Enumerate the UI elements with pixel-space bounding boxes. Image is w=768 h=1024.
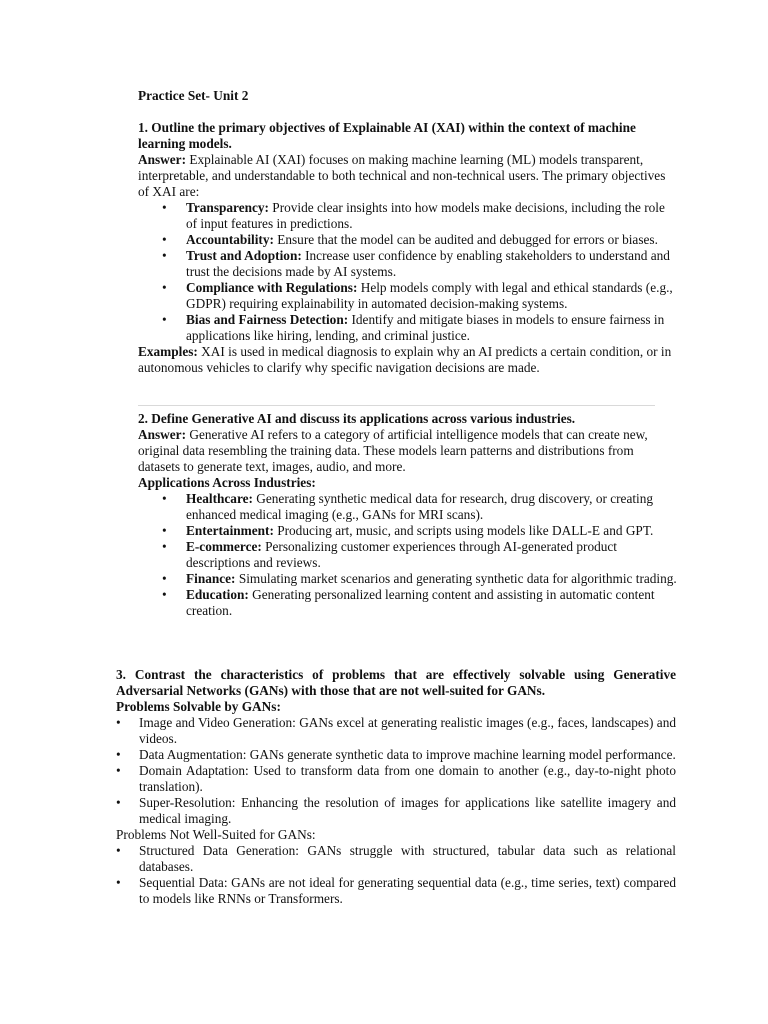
list-item-text: Help models comply with legal and ethical standards (e.g., GDPR) requiring explainability in automated decision-making systems. xyxy=(186,280,673,311)
question-3-section xyxy=(116,667,676,907)
bullet-icon: • xyxy=(162,587,167,602)
list-item-text: Sequential Data: GANs are not ideal for generating sequential data (e.g., time series, text) compared to models like RNNs or Transformers. xyxy=(139,875,676,906)
list-item-text: Structured Data Generation: GANs struggle with structured, tabular data such as relational databases. xyxy=(139,843,676,874)
list-item-term: E-commerce: xyxy=(186,539,262,554)
list-item-term: Transparency: xyxy=(186,200,269,215)
list-item-text: Generating personalized learning content and assisting in automatic content creation. xyxy=(186,587,655,618)
bullet-icon: • xyxy=(162,539,167,554)
bullet-icon: • xyxy=(116,795,121,810)
list-item xyxy=(138,539,678,571)
question-2-heading: 2. Define Generative AI and discuss its applications across various industries. xyxy=(138,411,576,426)
list-item-text: Identify and mitigate biases in models to ensure fairness in applications like hiring, lending, and criminal justice. xyxy=(186,312,665,343)
list-item-text: Simulating market scenarios and generating synthetic data for algorithmic trading. xyxy=(235,571,677,586)
question-2-section xyxy=(138,411,678,619)
list-item-term: Bias and Fairness Detection: xyxy=(186,312,349,327)
not-suited-problems-list xyxy=(116,843,676,907)
bullet-icon: • xyxy=(162,200,167,215)
question-1-examples xyxy=(138,344,678,376)
list-item-term: Trust and Adoption: xyxy=(186,248,302,263)
answer-text: Explainable AI (XAI) focuses on making machine learning (ML) models transparent, interpretable, and understandable to both technical and non-technical users. The primary objectives of XAI are: xyxy=(138,152,666,199)
bullet-icon: • xyxy=(162,248,167,263)
list-item xyxy=(138,200,678,232)
list-item-text: Producing art, music, and scripts using models like DALL-E and GPT. xyxy=(273,523,654,538)
examples-label: Examples: xyxy=(138,344,198,359)
list-item xyxy=(116,715,676,747)
list-item xyxy=(116,875,676,907)
applications-heading: Applications Across Industries: xyxy=(138,475,316,490)
bullet-icon: • xyxy=(162,232,167,247)
list-item-text: Image and Video Generation: GANs excel at generating realistic images (e.g., faces, landscapes) and videos. xyxy=(139,715,676,746)
examples-text: XAI is used in medical diagnosis to explain why an AI predicts a certain condition, or in autonomous vehicles to clarify why specific navigation decisions are made. xyxy=(138,344,672,375)
applications-list xyxy=(138,491,678,619)
question-2-answer xyxy=(138,427,678,475)
bullet-icon: • xyxy=(116,715,121,730)
xai-objectives-list xyxy=(138,200,678,344)
list-item-term: Accountability: xyxy=(186,232,274,247)
bullet-icon: • xyxy=(162,312,167,327)
list-item xyxy=(138,523,678,539)
bullet-icon: • xyxy=(116,843,121,858)
bullet-icon: • xyxy=(116,763,121,778)
bullet-icon: • xyxy=(162,571,167,586)
list-item xyxy=(116,763,676,795)
list-item xyxy=(138,491,678,523)
list-item xyxy=(138,248,678,280)
answer-label: Answer: xyxy=(138,152,187,167)
list-item xyxy=(116,843,676,875)
bullet-icon: • xyxy=(116,875,121,890)
bullet-icon: • xyxy=(162,280,167,295)
list-item xyxy=(116,795,676,827)
solvable-heading: Problems Solvable by GANs: xyxy=(116,699,281,714)
list-item-term: Compliance with Regulations: xyxy=(186,280,358,295)
list-item xyxy=(138,280,678,312)
question-1-answer xyxy=(138,152,678,200)
list-item xyxy=(138,312,678,344)
list-item-text: Ensure that the model can be audited and debugged for errors or biases. xyxy=(273,232,658,247)
list-item xyxy=(138,571,678,587)
list-item-text: Domain Adaptation: Used to transform data from one domain to another (e.g., day-to-night photo translation). xyxy=(139,763,676,794)
list-item-text: Generating synthetic medical data for research, drug discovery, or creating enhanced medical imaging (e.g., GANs for MRI scans). xyxy=(186,491,654,522)
list-item-term: Education: xyxy=(186,587,249,602)
bullet-icon: • xyxy=(116,747,121,762)
list-item-text: Provide clear insights into how models make decisions, including the role of input features in predictions. xyxy=(186,200,665,231)
list-item xyxy=(116,747,676,763)
list-item-text: Increase user confidence by enabling stakeholders to understand and trust the decisions made by AI systems. xyxy=(186,248,670,279)
question-1-heading: 1. Outline the primary objectives of Explainable AI (XAI) within the context of machine learning models. xyxy=(138,120,636,151)
list-item-term: Healthcare: xyxy=(186,491,253,506)
page-title: Practice Set- Unit 2 xyxy=(138,88,249,103)
answer-text: Generative AI refers to a category of artificial intelligence models that can create new, original data resembling the training data. These models learn patterns and distributions from datasets to generate text, images, audio, and more. xyxy=(138,427,648,474)
list-item-text: Super-Resolution: Enhancing the resolution of images for applications like satellite imagery and medical imaging. xyxy=(139,795,676,826)
section-divider xyxy=(138,405,655,406)
list-item xyxy=(138,587,678,619)
not-suited-heading: Problems Not Well-Suited for GANs: xyxy=(116,827,316,842)
list-item-text: Personalizing customer experiences through AI-generated product descriptions and reviews. xyxy=(186,539,617,570)
solvable-problems-list xyxy=(116,715,676,827)
bullet-icon: • xyxy=(162,491,167,506)
question-1-section xyxy=(138,120,678,376)
list-item-term: Finance: xyxy=(186,571,236,586)
question-3-heading: 3. Contrast the characteristics of problems that are effectively solvable using Generative Adversarial Networks (GANs) with those that are not well-suited for GANs. xyxy=(116,667,676,698)
list-item-text: Data Augmentation: GANs generate synthetic data to improve machine learning model performance. xyxy=(139,747,676,762)
list-item xyxy=(138,232,678,248)
bullet-icon: • xyxy=(162,523,167,538)
list-item-term: Entertainment: xyxy=(186,523,274,538)
answer-label: Answer: xyxy=(138,427,187,442)
